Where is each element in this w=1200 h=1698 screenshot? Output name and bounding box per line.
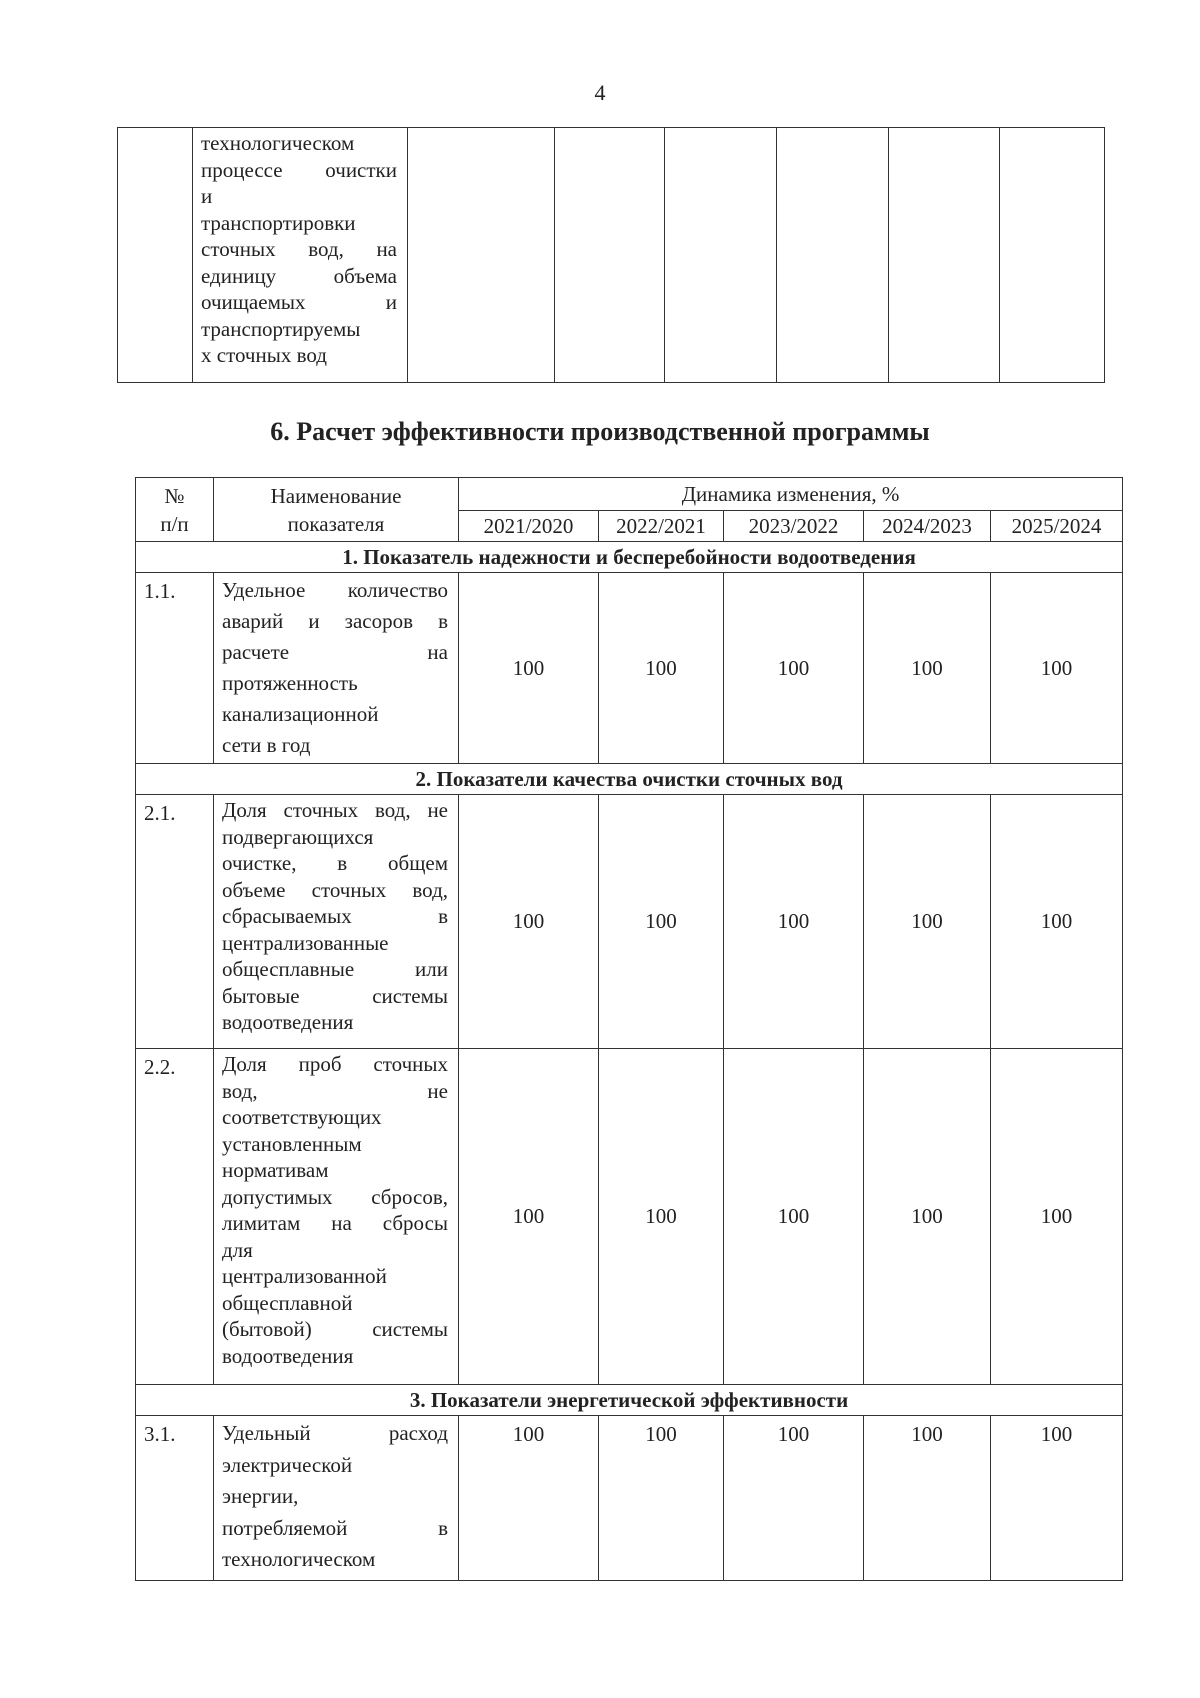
group-title: 1. Показатель надежности и бесперебойности водоотведения: [136, 542, 1123, 573]
text-line: лимитам на сбросы: [222, 1211, 448, 1235]
text-line: общесплавные или: [222, 957, 448, 981]
text-line: очищаемых и: [201, 290, 397, 314]
table-row: [118, 128, 1105, 383]
indicator-name-cell: [193, 128, 408, 383]
table-row: [136, 795, 1123, 1049]
empty-cell: [889, 128, 1000, 383]
text-line: энергии,: [222, 1484, 299, 1508]
value-cell: 100: [459, 1416, 599, 1581]
text-line: Доля проб сточных: [222, 1052, 448, 1076]
header-year: 2023/2022: [724, 511, 864, 542]
text-line: Доля сточных вод, не: [222, 798, 448, 822]
text-line: централизованные: [222, 930, 389, 955]
empty-cell: [665, 128, 777, 383]
text-line: бытовые системы: [222, 983, 448, 1008]
indicator-name: [214, 1049, 459, 1385]
text-line: транспортировки: [201, 210, 356, 235]
value-cell: 100: [864, 1049, 991, 1385]
group-title: 2. Показатели качества очистки сточных вод: [136, 764, 1123, 795]
value-cell: 100: [864, 795, 991, 1049]
table-row: [136, 573, 1123, 764]
value-cell: 100: [724, 1416, 864, 1581]
value-cell: 100: [864, 573, 991, 764]
value-cell: 100: [724, 1049, 864, 1385]
text-line: (бытовой) системы: [222, 1317, 448, 1341]
text-line: потребляемой в: [222, 1515, 448, 1540]
text-line: Удельное количество: [222, 578, 448, 602]
text-line: водоотведения: [222, 1010, 354, 1034]
text-line: установленным: [222, 1131, 362, 1156]
text-line: процессе очистки: [201, 157, 397, 182]
empty-cell: [555, 128, 665, 383]
continuation-table: [117, 127, 1105, 383]
group-row: [136, 764, 1123, 795]
empty-cell: [777, 128, 889, 383]
header-num: [136, 478, 214, 542]
text-line: аварий и засоров в: [222, 609, 448, 633]
group-title: 3. Показатели энергетической эффективности: [136, 1385, 1123, 1416]
header-num-top: №: [164, 483, 185, 508]
num-cell: [118, 128, 193, 383]
table-row: [136, 1416, 1123, 1581]
text-line: очистке, в общем: [222, 851, 448, 875]
header-name-bottom: показателя: [287, 511, 385, 536]
value-cell: 100: [459, 1049, 599, 1385]
value-cell: 100: [599, 573, 724, 764]
group-row: [136, 542, 1123, 573]
header-dynamics: Динамика изменения, %: [459, 478, 1123, 511]
text-line: транспортируемы: [201, 316, 361, 341]
text-line: и: [201, 184, 213, 208]
text-line: централизованной: [222, 1264, 387, 1288]
text-line: Удельный расход: [222, 1421, 448, 1445]
header-year: 2021/2020: [459, 511, 599, 542]
row-num: 1.1.: [136, 573, 214, 764]
header-name: [214, 478, 459, 542]
text-line: расчете на: [222, 640, 448, 664]
text-line: подвергающихся: [222, 824, 374, 849]
indicator-name: [214, 795, 459, 1049]
row-num: 3.1.: [136, 1416, 214, 1581]
text-line: сточных вод, на: [201, 237, 397, 261]
row-num: 2.1.: [136, 795, 214, 1049]
group-row: [136, 1385, 1123, 1416]
page-number: 4: [594, 80, 606, 105]
text-line: нормативам: [222, 1158, 329, 1182]
value-cell: 100: [724, 573, 864, 764]
table-row: [136, 1049, 1123, 1385]
value-cell: 100: [864, 1416, 991, 1581]
text-line: технологическом: [222, 1547, 376, 1571]
header-name-top: Наименование: [270, 483, 402, 508]
row-num: 2.2.: [136, 1049, 214, 1385]
header-row: [136, 478, 1123, 511]
section-title: 6. Расчет эффективности производственной программы: [270, 417, 930, 446]
value-cell: 100: [991, 1416, 1123, 1581]
text-line: вод, не: [222, 1078, 448, 1103]
value-cell: 100: [599, 795, 724, 1049]
header-year: 2022/2021: [599, 511, 724, 542]
value-cell: 100: [991, 795, 1123, 1049]
empty-cell: [408, 128, 555, 383]
text-line: технологическом: [201, 131, 355, 155]
indicator-name: [214, 573, 459, 764]
efficiency-table: [135, 477, 1123, 1581]
empty-cell: [1000, 128, 1105, 383]
header-num-bottom: п/п: [160, 511, 189, 536]
text-line: канализационной: [222, 702, 379, 726]
text-line: х сточных вод: [201, 343, 327, 367]
value-cell: 100: [991, 573, 1123, 764]
text-line: единицу объема: [201, 263, 397, 288]
header-year: 2024/2023: [864, 511, 991, 542]
value-cell: 100: [459, 795, 599, 1049]
text-line: сети в год: [222, 733, 311, 757]
text-line: допустимых сбросов,: [222, 1184, 448, 1209]
value-cell: 100: [599, 1416, 724, 1581]
text-line: электрической: [222, 1452, 353, 1477]
text-line: объеме сточных вод,: [222, 877, 448, 902]
text-line: для: [222, 1237, 253, 1262]
text-line: общесплавной: [222, 1290, 353, 1315]
value-cell: 100: [991, 1049, 1123, 1385]
value-cell: 100: [459, 573, 599, 764]
header-year: 2025/2024: [991, 511, 1123, 542]
text-line: протяженность: [222, 671, 358, 695]
value-cell: 100: [724, 795, 864, 1049]
value-cell: 100: [599, 1049, 724, 1385]
text-line: водоотведения: [222, 1343, 354, 1368]
text-line: сбрасываемых в: [222, 904, 448, 928]
text-line: соответствующих: [222, 1105, 382, 1129]
indicator-name: [214, 1416, 459, 1581]
